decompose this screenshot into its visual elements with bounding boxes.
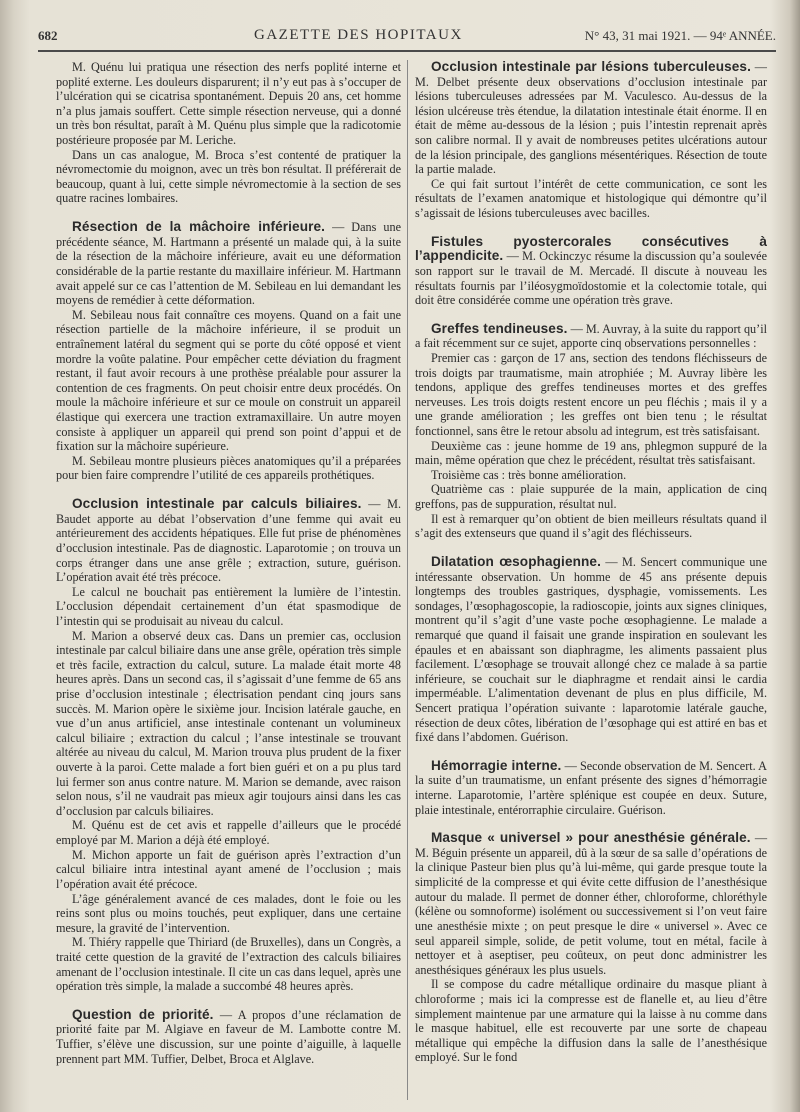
paragraph: M. Sebileau nous fait connaître ces moyens. Quand on a fait une résection partielle de la mâchoire inférieure, il se produit un entraînement latéral du segment qui se porte du côté opposé et vient mordre la voûte palatine. Pour empêcher cette déviation du fragment restant, il faut avoir recours à une prothèse préalable pour assurer la contention de ces fragments. On peut choisir entre deux procédés. On moule la mâchoire inférieure et sur ce moule on construit un appareil élastique qui exercera une traction extramaxillaire. Un autre moyen consiste à appliquer un appareil qui prend son point d’appui et de fixation sur la mâchoire supérieure. (56, 307, 401, 454)
section-greffes (415, 322, 767, 351)
section-text: — Dans une précédente séance, M. Hartmann a présenté un malade qui, à la suite de la résection de la mâchoire inférieure, avait eu une déformation considérable de la partie restante du maxillaire inférieur. M. Hartmann avait appelé sur ce cas l’attention de M. Sebileau en lui demandant les moyens de remédier à cette déformation. (56, 220, 401, 308)
section-title: Fistules pyostercorales consécutives à l’appendicite. (415, 233, 767, 264)
section-title: Masque « universel » pour anesthésie générale. (431, 830, 751, 846)
left-column (56, 60, 401, 1066)
section-title: Hémorragie interne. (431, 757, 562, 773)
section-text: — Seconde observation de M. Sencert. A la suite d’un traumatisme, un enfant présente des signes d’hémorragie interne. Laparotomie, l’artère splénique est coupée en deux. Suture, plaie intestinale, entérorraphie circulaire. Guérison. (415, 758, 767, 817)
page-header (38, 26, 776, 50)
paragraph: M. Sebileau montre plusieurs pièces anatomiques qu’il a préparées pour bien faire comprendre l’utilité de ces appareils prothétiques. (56, 453, 401, 483)
section-text: — M. Auvray, à la suite du rapport qu’il a fait récemment sur ce sujet, apporte cinq observations personnelles : (415, 321, 767, 351)
section-masque (415, 831, 767, 977)
section-hemorragie (415, 759, 767, 817)
paragraph: M. Thiéry rappelle que Thiriard (de Bruxelles), dans un Congrès, a traité cette question de la gravité de l’extraction des calculs biliaires amenant de l’occlusion intestinale. Il cite un cas dans lequel, après une opération très simple, la malade a succombé 48 heures après. (56, 935, 401, 994)
section-title: Greffes tendineuses. (431, 320, 568, 336)
section-text: — M. Baudet apporte au débat l’observation d’une femme qui avait eu antérieurement des accidents hépatiques. Elle fut prise de phénomènes d’occlusion intestinale. Pas de diagnostic. Laparotomie ; on trouva un corps étranger dans une anse grêle ; extraction, suture, guérison. L’opération avait été très précoce. (56, 497, 401, 585)
section-text: — M. Delbet présente deux observations d’occlusion intestinale par lésions tuberculeuses adressées par M. Vaculesco. Au-dessus de la lésion ulcéreuse très étendue, la dilatation intestinale était énorme. Il en était de même au-dessous de la lésion ; puis l’intestin reprenait après son calibre normal. Il y avait de nombreuses petites ulcérations autour de la lésion principale, des ganglions mésentériques. Résection de toute la partie malade. (415, 60, 767, 177)
section-title: Question de priorité. (72, 1006, 214, 1022)
section-occlusion-tuberculeuses (415, 60, 767, 177)
section-title: Occlusion intestinale par lésions tuberculeuses. (431, 59, 751, 74)
paragraph: Dans un cas analogue, M. Broca s’est contenté de pratiquer la névromectomie du moignon, avec un très bon résultat. Il préférerait de beaucoup, quant à lui, cette simple névromectomie à la section de ses quatre racines lombaires. (56, 147, 401, 206)
paragraph: Le calcul ne bouchait pas entièrement la lumière de l’intestin. L’occlusion dépendait certainement d’un état spasmodique de l’intestin qui se produisait au niveau du calcul. (56, 584, 401, 628)
journal-title: GAZETTE DES HOPITAUX (254, 27, 463, 43)
paragraph: Ce qui fait surtout l’intérêt de cette communication, ce sont les résultats de l’examen anatomique et histologique qui démontre qu’il s’agissait de lésions tuberculeuses avec bacilles. (415, 176, 767, 221)
issue-info: N° 43, 31 mai 1921. — 94ᵉ ANNÉE. (584, 28, 776, 43)
section-title: Occlusion intestinale par calculs biliaires. (72, 496, 362, 512)
header-rule (38, 50, 776, 52)
right-column (415, 60, 767, 1065)
column-divider (407, 60, 408, 1100)
section-fistules (415, 235, 767, 308)
paragraph: Troisième cas : très bonne amélioration. (431, 467, 627, 482)
section-title: Résection de la mâchoire inférieure. (72, 219, 326, 235)
section-text: — M. Ockinczyc résume la discussion qu’a soulevée son rapport sur le travail de M. Mercadé. Il discute à nouveau les résultats fournis par l’iléosygmoïdostomie et la colectomie totale, qui doit être considérée comme une opération très grave. (415, 249, 767, 308)
paragraph: Quatrième cas : plaie suppurée de la main, application de cinq greffons, pas de suppuration, résultat nul. (415, 482, 767, 512)
paragraph: L’âge généralement avancé de ces malades, dont le foie ou les reins sont plus ou moins touchés, peut expliquer, dans une certaine mesure, la gravité de l’intervention. (56, 891, 401, 935)
paragraph: M. Quénu lui pratiqua une résection des nerfs poplité interne et poplité externe. Les douleurs disparurent; il n’y eut pas à s’occuper de l’ulcération qui se cicatrisa spontanément. Depuis 20 ans, cet homme n’a plus jamais souffert. Cette simple résection nerveuse, qui a donné un très bon résultat, paraît à M. Quénu plus simple que la radicotomie postérieure proposée par M. Leriche. (56, 60, 401, 148)
paragraph: Il se compose du cadre métallique ordinaire du masque pliant à chloroforme ; mais ici la compresse est de flanelle et, au lieu d’être simplement maintenue par une armature qui la laisse à nu comme dans le masque habituel, elle est recouverte par une sorte de chapeau métallique qui empêche la diffusion dans la salle de l’anesthésique employé. Sur le fond (415, 977, 767, 1065)
paragraph: M. Michon apporte un fait de guérison après l’extraction d’un calcul biliaire intra intestinal ayant amené de l’occlusion ; mais l’opération avait été précoce. (56, 847, 401, 891)
paragraph: M. Quénu est de cet avis et rappelle d’ailleurs que le procédé employé par M. Marion a déjà été employé. (56, 818, 401, 848)
page-number: 682 (38, 28, 58, 43)
paragraph: M. Marion a observé deux cas. Dans un premier cas, occlusion intestinale par calcul biliaire dans une anse grêle, opération très simple et très facile, extraction du calcul, suture. La malade était morte 48 heures après. Dans un second cas, il s’agissait d’une femme de 65 ans prise d’occlusion intestinale ; électrisation pendant cinq jours sans succès. M. Marion opère le sixième jour. Incision latérale gauche, en vue d’un anus artificiel, anse intestinale contenant un volumineux calcul biliaire ; extraction du calcul ; l’anse intestinale se trouvant altérée au niveau du calcul, M. Marion trouva plus prudent de la fixer ouverte à la paroi. Cette malade a fort bien guéri et on a pu plus tard lui fermer son anus contre nature. M. Marion se demande, avec raison selon nous, s’il ne vaudrait pas mieux agir toujours ainsi dans les cas d’occlusion par calculs biliaires. (56, 628, 401, 818)
section-text: — M. Sencert communique une intéressante observation. Un homme de 45 ans présente depuis longtemps des troubles gastriques, dysphagie, vomissements. Les sondages, l’œsophagoscopie, la radioscopie, joints aux signes cliniques, montrent qu’il s’agit d’une vaste poche œsophagienne. Le malade a remarqué que quand il faisait une grande inspiration en soulevant les épaules et en abaissant son diaphragme, les aliments passaient plus facilement. L’œsophage se trouvait allongé chez ce malade à sa partie inférieure, se couchait sur le diaphragme et rendait ainsi le cardia imperméable. L’alimentation devenant de plus en plus difficile, M. Sencert pratiqua l’opération suivante : laparotomie latérale gauche, résection de deux côtes, libération de l’œsophage qui est attiré en bas et fixé dans l’abdomen. Guérison. (415, 554, 767, 745)
section-text: — M. Béguin présente un appareil, dû à la sœur de sa salle d’opérations de la clinique Pasteur bien plus qu’à lui-même, qui garde presque toute la simplicité de la compresse et qui évite cette diffusion de l’anesthésique autour du malade. Il permet de donner éther, chloroforme, chloréthyle (kélène ou somnoforme) isolément ou successivement si l’on veut faire une anesthésie mixte ; on peut presque le dire « universel ». Avec ce seul appareil simple, solide, de petit volume, tout en métal, facile à nettoyer et à aseptiser, peu coûteux, on peut donc administrer les anesthésiques généraux les plus usuels. (415, 831, 768, 977)
section-text: — A propos d’une réclamation de priorité faite par M. Algiave en faveur de M. Lambotte contre M. Tuffier, s’élève une discussion, sur une pointe d’aiguille, à laquelle prennent part MM. Tuffier, Delbet, Broca et Alglave. (56, 1007, 402, 1066)
paragraph: Deuxième cas : jeune homme de 19 ans, phlegmon suppuré de la main, même opération que chez le précédent, résultat très satisfaisant. (415, 438, 767, 468)
section-dilatation (415, 555, 767, 745)
section-title: Dilatation œsophagienne. (431, 553, 601, 569)
section-resection-machoire (56, 220, 401, 308)
section-question-priorite (56, 1008, 401, 1066)
section-occlusion-calculs (56, 497, 401, 585)
paragraph: Premier cas : garçon de 17 ans, section des tendons fléchisseurs de trois doigts par traumatisme, main atrophiée ; M. Auvray libère les tendons, applique des greffes tendineuses mortes et des greffes nerveuses. Les trois doigts restent encore un peu fléchis ; mais il y a une grande amélioration ; les greffes ont bien tenu ; le résultat fonctionnel, sans être le retour absolu ad integrum, est très satisfaisant. (415, 350, 767, 439)
paragraph: Il est à remarquer qu’on obtient de bien meilleurs résultats quand il s’agit des extenseurs que quand il s’agit des fléchisseurs. (415, 511, 767, 541)
